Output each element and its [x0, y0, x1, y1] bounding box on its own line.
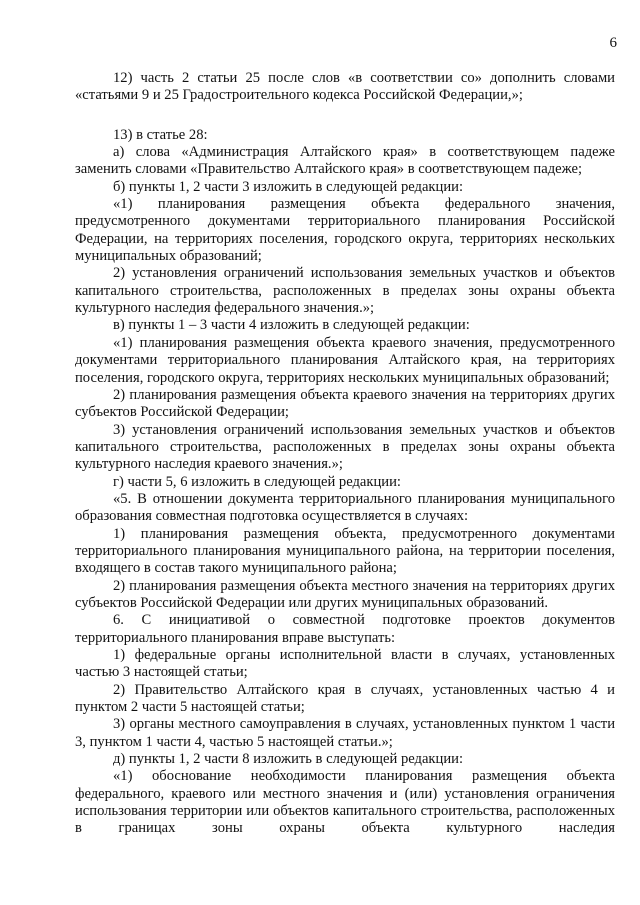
paragraph-13v-point-3: 3) установления ограничений использования земельных участков и объектов капитального строительства, расположенных в пределах зоны охраны объекта культурного наследия краевого значения.»; — [75, 421, 615, 473]
paragraph-13b: б) пункты 1, 2 части 3 изложить в следующей редакции: — [113, 178, 464, 195]
paragraph-13b-point-1: «1) планирования размещения объекта федерального значения, предусмотренного документами территориального планирования Российской Федерации, на территориях поселения, городского округа, территориях нескольких муниципальных образований; — [75, 196, 615, 265]
paragraph-item-13: 13) в статье 28: — [113, 126, 208, 143]
paragraph-gap — [75, 105, 615, 127]
paragraph-part-6-point-2: 2) Правительство Алтайского края в случаях, установленных частью 4 и пунктом 2 части 5 настоящей статьи; — [75, 681, 615, 716]
paragraph-13v: в) пункты 1 – 3 части 4 изложить в следующей редакции: — [113, 317, 470, 334]
paragraph-item-12: 12) часть 2 статьи 25 после слов «в соответствии со» дополнить словами «статьями 9 и 25 Градостроительного кодекса Российской Федерации,»; — [75, 70, 615, 104]
paragraph-13v-point-1: «1) планирования размещения объекта краевого значения, предусмотренного документами территориального планирования Алтайского края, на территориях поселения, городского округа, территориях нескольких муниципальных образований; — [75, 334, 615, 386]
paragraph-13d-point-1: «1) обоснование необходимости планирования размещения объекта федерального, краевого или местного значения и (или) установления ограничения использования территории или объектов капитального строительства, расположенных в границах зоны охраны объекта культурного наследия — [75, 768, 615, 837]
paragraph-13g: г) части 5, 6 изложить в следующей редакции: — [113, 473, 401, 490]
paragraph-part-5-point-1: 1) планирования размещения объекта, предусмотренного документами территориального планирования муниципального района, на территории поселения, входящего в состав такого муниципального района; — [75, 525, 615, 577]
paragraph-13v-point-2: 2) планирования размещения объекта краевого значения на территориях других субъектов Российской Федерации; — [75, 386, 615, 421]
paragraph-part-5: «5. В отношении документа территориального планирования муниципального образования совместная подготовка осуществляется в случаях: — [75, 490, 615, 525]
paragraph-13a: а) слова «Администрация Алтайского края» в соответствующем падеже заменить словами «Правительство Алтайского края» в соответствующем падеже; — [75, 144, 615, 178]
paragraph-part-5-point-2: 2) планирования размещения объекта местного значения на территориях других субъектов Российской Федерации или других муниципальных образований. — [75, 577, 615, 611]
paragraph-part-6: 6. С инициативой о совместной подготовке проектов документов территориального планирования вправе выступать: — [75, 612, 615, 646]
paragraph-part-6-point-1: 1) федеральные органы исполнительной власти в случаях, установленных частью 3 настоящей статьи; — [75, 647, 615, 681]
paragraph-part-6-point-3: 3) органы местного самоуправления в случаях, установленных пунктом 1 части 3, пунктом 1 части 4, частью 5 настоящей статьи.»; — [75, 716, 615, 750]
paragraph-13d: д) пункты 1, 2 части 8 изложить в следующей редакции: — [113, 751, 464, 768]
page-number: 6 — [609, 35, 617, 51]
paragraph-13b-point-2: 2) установления ограничений использования земельных участков и объектов капитального строительства, расположенных в пределах зоны охраны объекта культурного наследия федерального значения.»; — [75, 265, 615, 317]
document-body — [75, 70, 615, 838]
